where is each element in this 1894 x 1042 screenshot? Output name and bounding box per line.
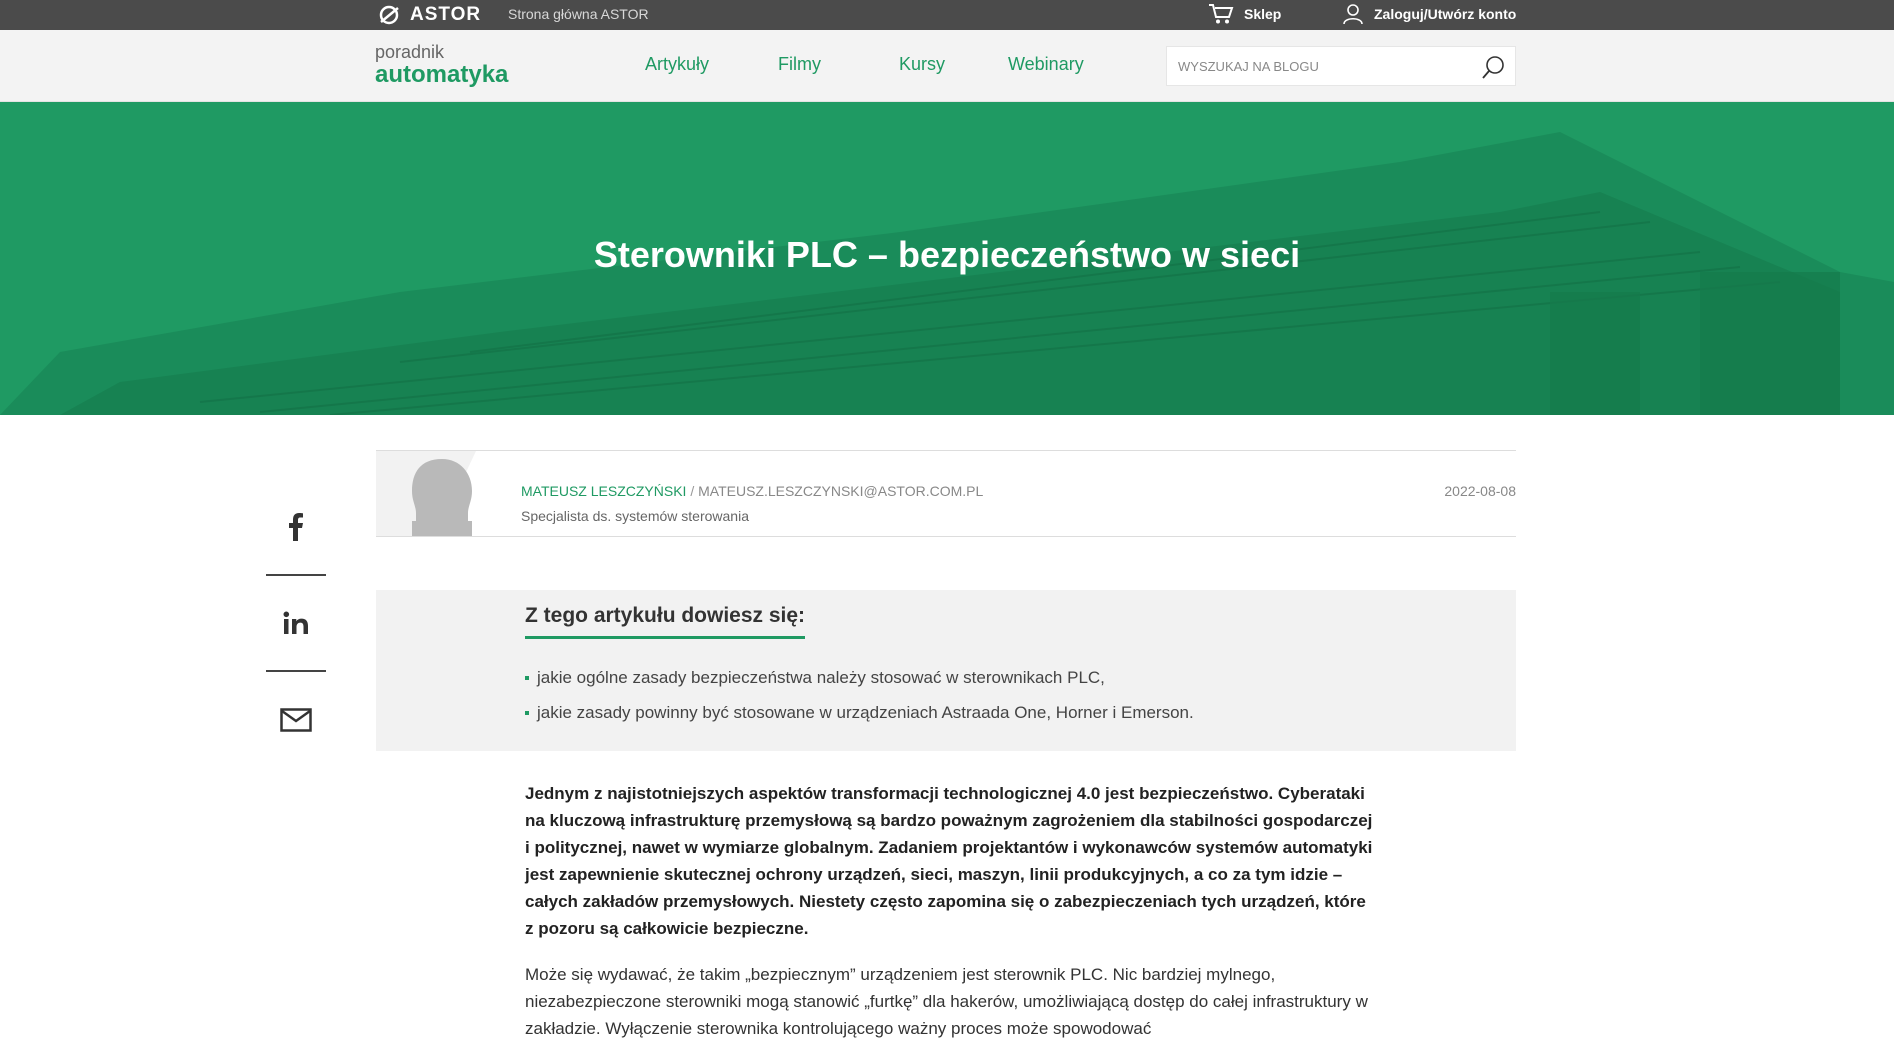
- shop-label: Sklep: [1244, 6, 1282, 22]
- site-logo-line2: automatyka: [375, 61, 509, 88]
- author-role: Specjalista ds. systemów sterowania: [521, 508, 749, 524]
- author-name[interactable]: MATEUSZ LESZCZYŃSKI: [521, 483, 687, 499]
- article-paragraph: Może się wydawać, że takim „bezpiecznym” urządzeniem jest sterownik PLC. Nic bardziej mylnego, niezabezpieczone sterowniki mogą stanowić „furtkę” dla hakerów, umożliwiającą dostęp do całej infrastruktury w zakładzie. Wyłączenie sterownika kontrolującego ważny proces może spowodować: [525, 965, 1368, 1038]
- avatar: [376, 451, 522, 536]
- summary-list: [525, 660, 1194, 730]
- summary-heading: Z tego artykułu dowiesz się:: [525, 604, 805, 639]
- site-logo-line1: poradnik: [375, 42, 445, 62]
- main-navigation: [0, 30, 1894, 102]
- article-hero: [0, 102, 1894, 415]
- share-bar: [266, 480, 326, 768]
- astor-home-link[interactable]: Strona główna ASTOR: [508, 6, 649, 22]
- nav-item-webinary[interactable]: Webinary: [1008, 54, 1084, 74]
- nav-item-artykuly[interactable]: Artykuły: [645, 54, 710, 74]
- cart-icon: [1208, 3, 1234, 25]
- site-logo[interactable]: [375, 43, 508, 87]
- article-body: [525, 780, 1373, 1042]
- shop-link[interactable]: [1208, 3, 1281, 25]
- author-info: [376, 450, 1516, 537]
- login-link[interactable]: [1342, 3, 1516, 25]
- article-summary-box: [376, 590, 1516, 751]
- avatar-placeholder-icon: [376, 451, 522, 536]
- article-title: Sterowniki PLC – bezpieczeństwo w sieci: [593, 234, 1301, 275]
- search-input[interactable]: [1167, 47, 1467, 85]
- nav-menu: [645, 54, 1084, 75]
- user-icon: [1342, 3, 1364, 25]
- astor-logo-icon: [378, 5, 404, 25]
- top-bar: [0, 0, 1894, 30]
- search-icon[interactable]: [1481, 54, 1507, 80]
- linkedin-icon: [283, 611, 309, 635]
- astor-logo-text: ASTOR: [410, 4, 482, 25]
- author-email[interactable]: MATEUSZ.LESZCZYNSKI@ASTOR.COM.PL: [698, 483, 984, 499]
- facebook-icon: [288, 513, 304, 541]
- blog-search: [1166, 46, 1516, 86]
- mail-icon: [280, 708, 312, 732]
- astor-logo[interactable]: [378, 3, 481, 27]
- nav-item-kursy[interactable]: Kursy: [899, 54, 946, 74]
- publish-date: 2022-08-08: [1444, 483, 1516, 499]
- author-separator: /: [686, 483, 699, 499]
- article-lead-paragraph: Jednym z najistotniejszych aspektów transformacji technologicznej 4.0 jest bezpieczeństwo. Cyberataki na kluczową infrastrukturę przemysłową są bardzo poważnym zagrożeniem dla stabilności gospodarczej i politycznej, nawet w wymiarze globalnym. Zadaniem projektantów i wykonawców systemów automatyki jest zapewnienie skutecznej ochrony urządzeń, sieci, maszyn, linii produkcyjnych, a co za tym idzie – całych zakładów przemysłowych. Niestety często zapomina się o zabezpieczeniach tych urządzeń, które z pozoru są całkowicie bezpieczne.: [525, 784, 1373, 938]
- share-linkedin[interactable]: [266, 576, 326, 672]
- summary-list-item: jakie zasady powinny być stosowane w urządzeniach Astraada One, Horner i Emerson.: [525, 695, 1194, 730]
- summary-list-item: jakie ogólne zasady bezpieczeństwa należy stosować w sterownikach PLC,: [525, 660, 1194, 695]
- author-name-line: [521, 483, 983, 499]
- share-facebook[interactable]: [266, 480, 326, 576]
- login-label: Zaloguj/Utwórz konto: [1374, 6, 1517, 22]
- share-email[interactable]: [266, 672, 326, 768]
- nav-item-filmy[interactable]: Filmy: [778, 54, 821, 74]
